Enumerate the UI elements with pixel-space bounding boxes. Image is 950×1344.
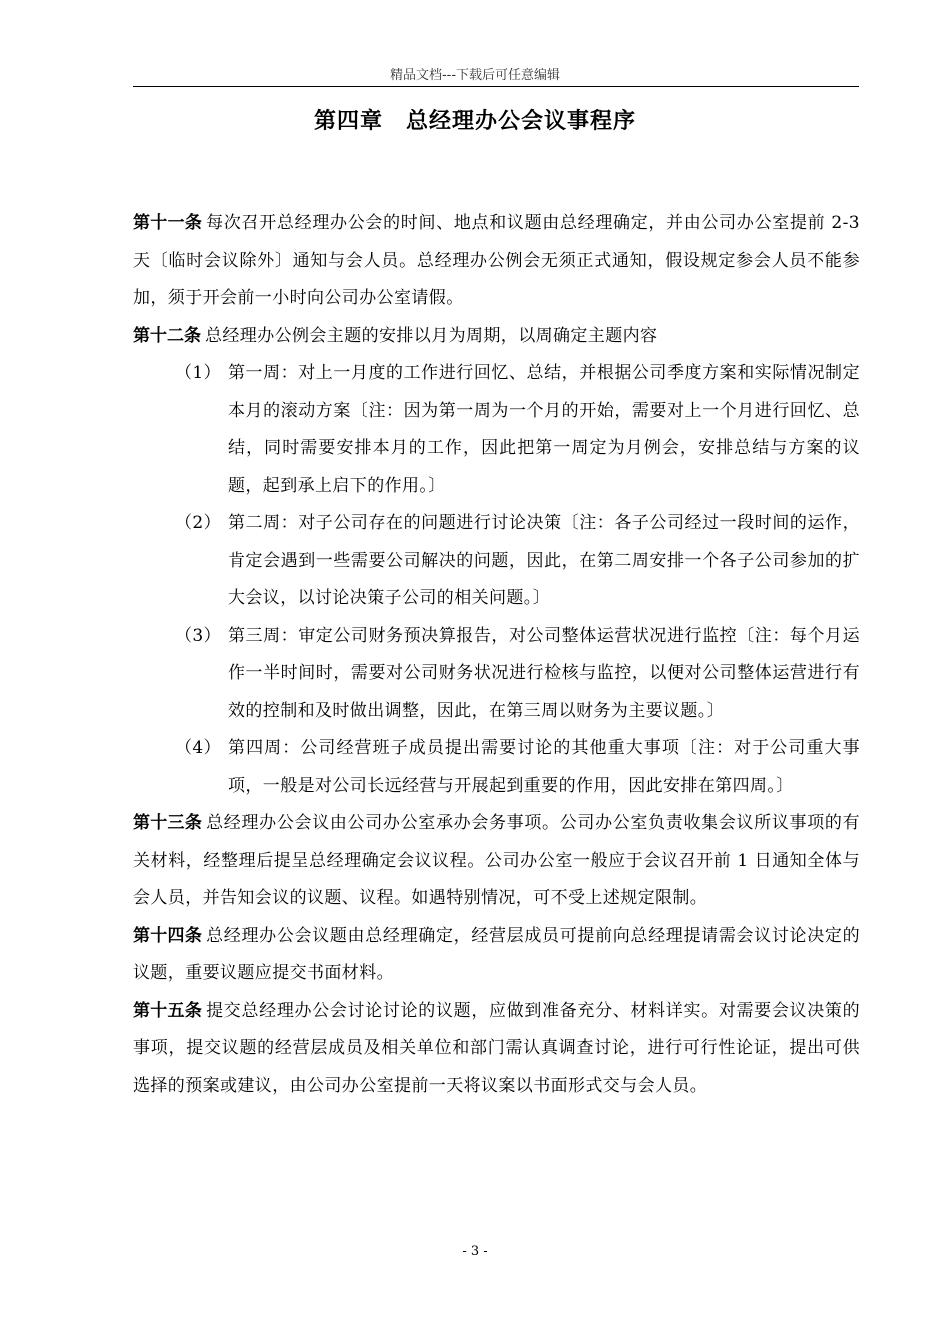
article-12 — [133, 318, 860, 356]
article-label: 第十二条 — [133, 325, 201, 346]
page-header: 精品文档---下载后可任意编辑 — [389, 68, 561, 83]
list-item-number: （3） — [175, 625, 222, 646]
list-item-number: （1） — [175, 363, 222, 383]
document-body — [133, 205, 860, 1105]
article-text: 提交总经理办公会讨论讨论的议题，应做到准备充分、材料详实。对需要会议决策的事项，提交议题的经营层成员及相关单位和部门需认真调查讨论，进行可行性论证，提出可供选择的预案或建议，由公司办公室提前一天将议案以书面形式交与会人员。 — [133, 1000, 860, 1096]
article-14 — [133, 918, 860, 993]
article-13 — [133, 805, 860, 918]
article-15 — [133, 993, 860, 1106]
article-label: 第十五条 — [133, 1000, 203, 1021]
article-text: 总经理办公会议由公司办公室承办会务事项。公司办公室负责收集会议所议事项的有关材料，经整理后提呈总经理确定会议议程。公司办公室一般应于会议召开前 1 日通知全体与会人员，并告知会议的议题、议程。如遇特别情况，可不受上述规定限制。 — [133, 813, 860, 908]
list-item-number: （4） — [175, 738, 222, 758]
article-label: 第十四条 — [133, 925, 203, 946]
article-text: 总经理办公例会主题的安排以月为周期，以周确定主题内容 — [205, 325, 658, 346]
list-item-text: 第三周：审定公司财务预决算报告，对公司整体运营状况进行监控〔注：每个月运作一半时间时，需要对公司财务状况进行检核与监控，以便对公司整体运营进行有效的控制和及时做出调整，因此，在第三周以财务为主要议题。〕 — [228, 625, 860, 721]
list-item — [133, 355, 860, 505]
article-label: 第十一条 — [133, 213, 203, 233]
header-divider — [133, 86, 859, 87]
list-item-text: 第二周：对子公司存在的问题进行讨论决策〔注：各子公司经过一段时间的运作，肯定会遇到一些需要公司解决的问题，因此，在第二周安排一个各子公司参加的扩大会议，以讨论决策子公司的相关问题。〕 — [228, 513, 860, 608]
article-11 — [133, 205, 860, 318]
list-item-text: 第四周：公司经营班子成员提出需要讨论的其他重大事项〔注：对于公司重大事项，一般是对公司长远经营与开展起到重要的作用，因此安排在第四周。〕 — [228, 738, 860, 796]
article-text: 每次召开总经理办公会的时间、地点和议题由总经理确定，并由公司办公室提前 2-3 天〔临时会议除外〕通知与会人员。总经理办公例会无须正式通知，假设规定参会人员不能参加，须于开会前一小时向公司办公室请假。 — [133, 213, 860, 308]
article-text: 总经理办公会议题由总经理确定，经营层成员可提前向总经理提请需会议讨论决定的议题，重要议题应提交书面材料。 — [133, 925, 860, 983]
list-item — [133, 505, 860, 618]
list-item-text: 第一周：对上一月度的工作进行回忆、总结，并根据公司季度方案和实际情况制定本月的滚动方案〔注：因为第一周为一个月的开始，需要对上一个月进行回忆、总结，同时需要安排本月的工作，因此把第一周定为月例会，安排总结与方案的议题，起到承上启下的作用。〕 — [228, 363, 860, 496]
chapter-title: 第四章 总经理办公会议事程序 — [313, 109, 636, 134]
page-number: - 3 - — [462, 1244, 488, 1259]
list-item — [133, 618, 860, 731]
article-label: 第十三条 — [133, 813, 203, 833]
list-item — [133, 730, 860, 805]
list-item-number: （2） — [175, 513, 222, 533]
